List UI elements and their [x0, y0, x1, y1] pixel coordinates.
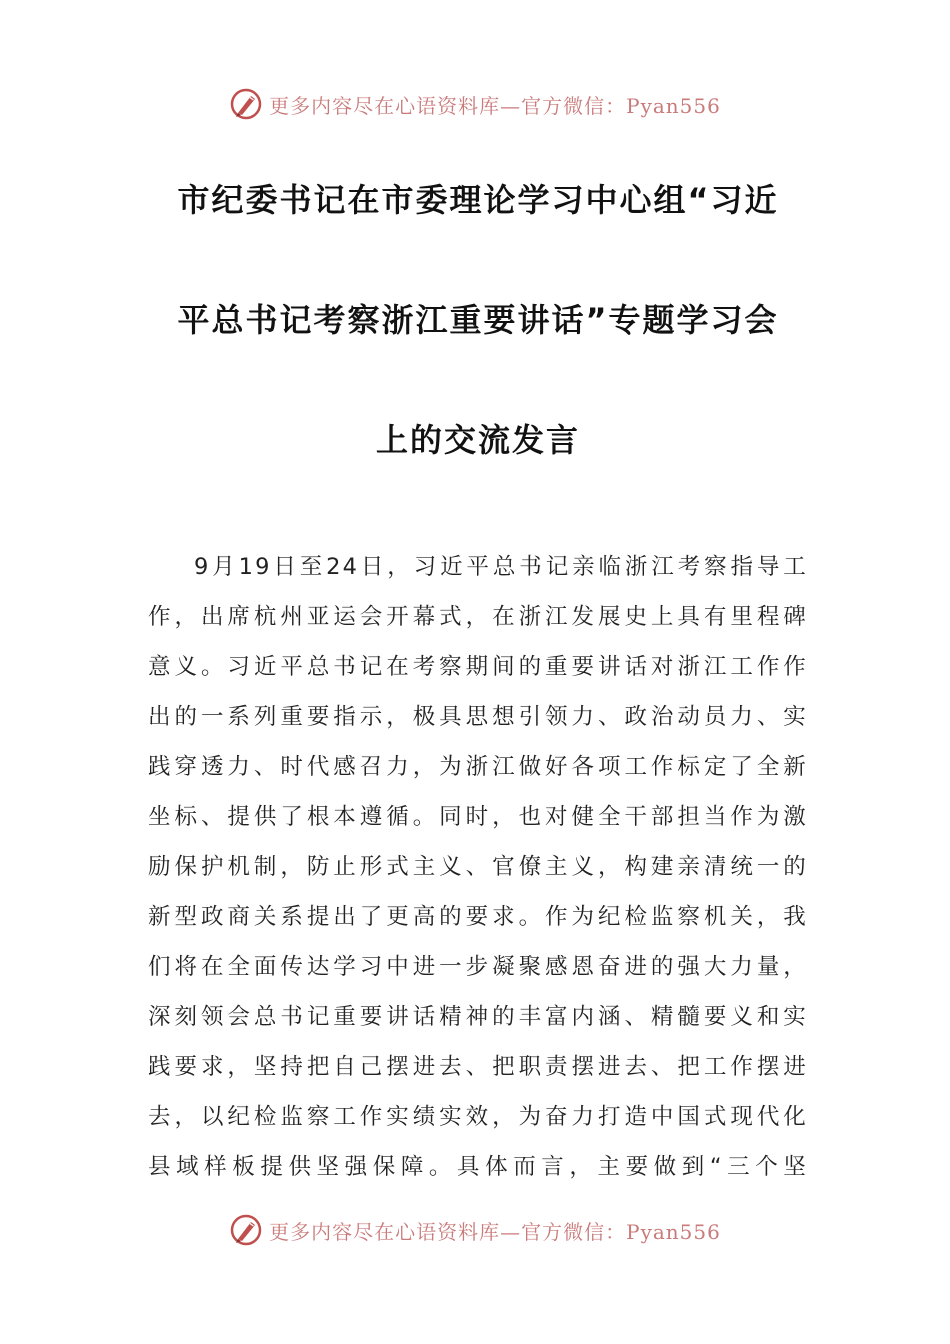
body-line: 新型政商关系提出了更高的要求。作为纪检监察机关，我 [148, 904, 808, 930]
pen-nib-logo-icon [229, 87, 263, 121]
body-paragraph [148, 542, 808, 1192]
watermark-footer [0, 1210, 950, 1250]
body-line: 践穿透力、时代感召力，为浙江做好各项工作标定了全新 [148, 754, 808, 780]
body-line: 作，出席杭州亚运会开幕式，在浙江发展史上具有里程碑 [148, 604, 808, 630]
page-title-line-1: 市纪委书记在市委理论学习中心组“习近 [177, 181, 779, 219]
body-line: 9月19日至24日，习近平总书记亲临浙江考察指导工 [194, 554, 808, 580]
body-line: 出的一系列重要指示，极具思想引领力、政治动员力、实 [148, 704, 808, 730]
body-line: 意义。习近平总书记在考察期间的重要讲话对浙江工作作 [148, 654, 808, 680]
body-line: 去，以纪检监察工作实绩实效，为奋力打造中国式现代化 [148, 1104, 808, 1130]
body-line: 励保护机制，防止形式主义、官僚主义，构建亲清统一的 [148, 854, 808, 880]
page-title-line-2: 平总书记考察浙江重要讲话”专题学习会 [177, 301, 779, 339]
body-line: 们将在全面传达学习中进一步凝聚感恩奋进的强大力量， [148, 954, 808, 980]
watermark-text: 更多内容尽在心语资料库—官方微信：Pyan556 [269, 93, 721, 118]
watermark-text: 更多内容尽在心语资料库—官方微信：Pyan556 [269, 1219, 721, 1244]
body-line: 坐标、提供了根本遵循。同时，也对健全干部担当作为激 [148, 804, 808, 830]
body-line: 深刻领会总书记重要讲话精神的丰富内涵、精髓要义和实 [148, 1004, 808, 1030]
pen-nib-logo-icon [229, 1213, 263, 1247]
page-title-line-3: 上的交流发言 [375, 421, 580, 459]
body-line: 践要求，坚持把自己摆进去、把职责摆进去、把工作摆进 [148, 1054, 808, 1080]
body-line: 县域样板提供坚强保障。具体而言，主要做到“三个坚 [148, 1154, 808, 1180]
watermark-header [0, 84, 950, 124]
